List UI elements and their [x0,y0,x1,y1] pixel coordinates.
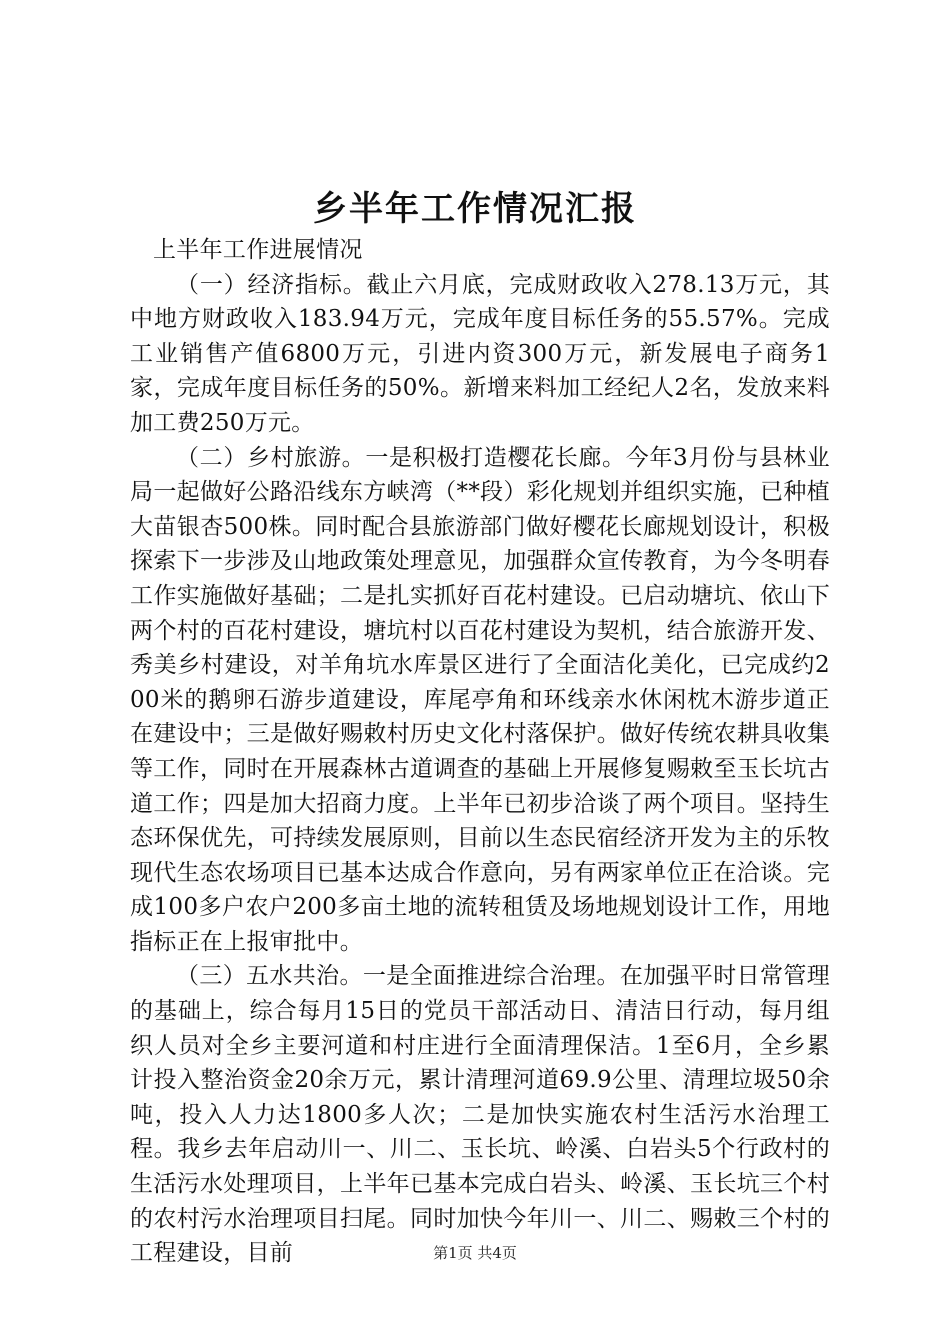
document-title: 乡半年工作情况汇报 [313,189,637,229]
page-footer: 第1页 共4页 [433,1244,517,1262]
paragraph-economic-indicators: （一）经济指标。截止六月底，完成财政收入278.13万元，其中地方财政收入183.94万元，完成年度目标任务的55.57%。完成工业销售产值6800万元，引进内资300万元，新发展电子商务1家，完成年度目标任务的50%。新增来料加工经纪人2名，发放来料加工费250万元。 [130,271,830,436]
paragraph-water-governance: （三）五水共治。一是全面推进综合治理。在加强平时日常管理的基础上，综合每月15日的党员干部活动日、清洁日行动，每月组织人员对全乡主要河道和村庄进行全面清理保洁。1至6月，全乡累计投入整治资金20余万元，累计清理河道69.9公里、清理垃圾50余吨，投入人力达1800多人次；二是加快实施农村生活污水治理工程。我乡去年启动川一、川二、玉长坑、岭溪、白岩头5个行政村的生活污水处理项目，上半年已基本完成白岩头、岭溪、玉长坑三个村的农村污水治理项目扫尾。同时加快今年川一、川二、赐敕三个村的工程建设，目前 [130,963,830,1267]
paragraph-rural-tourism: （二）乡村旅游。一是积极打造樱花长廊。今年3月份与县林业局一起做好公路沿线东方峡湾（**段）彩化规划并组织实施，已种植大苗银杏500株。同时配合县旅游部门做好樱花长廊规划设计，积极探索下一步涉及山地政策处理意见，加强群众宣传教育，为今冬明春工作实施做好基础；二是扎实抓好百花村建设。已启动塘坑、依山下两个村的百花村建设，塘坑村以百花村建设为契机，结合旅游开发、秀美乡村建设，对羊角坑水库景区进行了全面洁化美化，已完成约200米的鹅卵石游步道建设，库尾亭角和环线亲水休闲枕木游步道正在建设中；三是做好赐敕村历史文化村落保护。做好传统农耕具收集等工作，同时在开展森林古道调查的基础上开展修复赐敕至玉长坑古道工作；四是加大招商力度。上半年已初步洽谈了两个项目。坚持生态环保优先，可持续发展原则，目前以生态民宿经济开发为主的乐牧现代生态农场项目已基本达成合作意向，另有两家单位正在洽谈。完成100多户农户200多亩土地的流转租赁及场地规划设计工作，用地指标正在上报审批中。 [130,444,830,955]
section-heading: 上半年工作进展情况 [153,237,363,263]
document-body [130,233,830,1271]
